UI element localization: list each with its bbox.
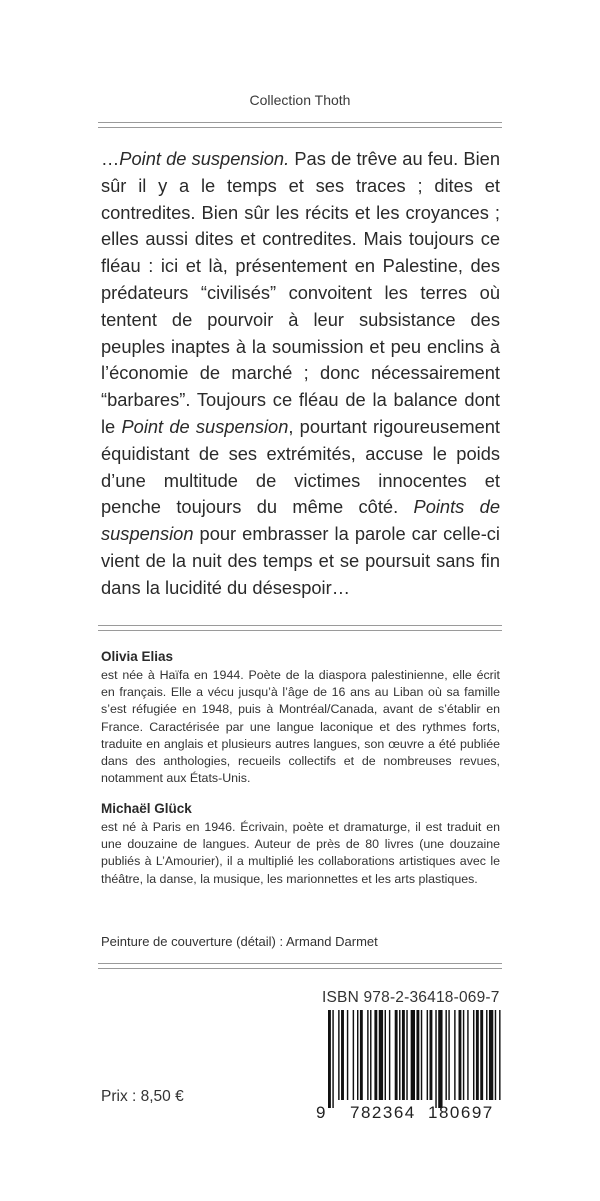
barcode-bar — [399, 1010, 400, 1100]
barcode-bar — [459, 1010, 462, 1100]
barcode-bar — [476, 1010, 479, 1100]
author-name: Michaël Glück — [101, 801, 192, 816]
barcode-bar — [489, 1010, 493, 1100]
text-segment: Pas de trêve au feu. Bien sûr il y a le temps et ses traces ; dites et contredites. Bien sûr les récits et les croyances ; elles aussi dites et contredites. Mais toujours ce fléau : ici et là, présentement en Palestine, des prédateurs “civilisés” convoitent les terres où tentent de pourvoir à leur subsistance des peuples inaptes à la soumission et peu enclins à l’économie de marché ; donc nécessairement “barbares”. Toujours ce fléau de la balance dont le — [101, 148, 500, 437]
cover-credit: Peinture de couverture (détail) : Armand Darmet — [101, 934, 378, 949]
barcode-group-1: 782364 — [350, 1103, 416, 1122]
barcode-bar — [473, 1010, 474, 1100]
barcode-bar — [416, 1010, 419, 1100]
barcode-bar — [338, 1010, 339, 1100]
barcode-first-digit: 9 — [316, 1103, 326, 1122]
barcode-bar — [353, 1010, 354, 1100]
author-bio-olivia-elias — [101, 649, 500, 787]
author-name: Olivia Elias — [101, 649, 174, 664]
barcode-group-2: 180697 — [428, 1103, 494, 1122]
barcode-bar — [448, 1010, 449, 1100]
barcode-bar — [379, 1010, 383, 1100]
barcode-bar — [374, 1010, 377, 1100]
barcode-bar — [427, 1010, 428, 1100]
barcode-bar — [495, 1010, 496, 1100]
barcode-bar — [421, 1010, 422, 1100]
barcode-bar — [402, 1010, 405, 1100]
barcode-bar — [389, 1010, 390, 1100]
text-emphasis: Point de suspension. — [119, 148, 290, 169]
back-cover-text — [101, 146, 500, 602]
barcode-bar — [454, 1010, 455, 1100]
barcode — [316, 1010, 506, 1122]
barcode-bar — [463, 1010, 464, 1100]
barcode-bar — [467, 1010, 468, 1100]
barcode-bar — [367, 1010, 368, 1100]
barcode-bar — [395, 1010, 398, 1100]
author-bio-text: est né à Paris en 1946. Écrivain, poète et dramaturge, il est traduit en une douzaine de langues. Auteur de près de 80 livres (une douzaine publiés à L’Amourier), il a multiplié les collaborations artistiques avec le théâtre, la danse, la musique, les marionnettes et les arts plastiques. — [101, 820, 500, 886]
barcode-bar — [435, 1010, 436, 1108]
barcode-bar — [499, 1010, 500, 1100]
barcode-bar — [430, 1010, 433, 1100]
barcode-bar — [406, 1010, 407, 1100]
top-divider — [98, 122, 502, 128]
author-bio-michael-gluck — [101, 801, 500, 888]
text-segment: pour embrasser la parole car celle-ci vient de la nuit des temps et se poursuit sans fin dans la lucidité du désespoir… — [101, 523, 500, 598]
barcode-bar — [438, 1010, 442, 1108]
barcode-bar — [445, 1010, 446, 1100]
middle-divider — [98, 625, 502, 631]
price: Prix : 8,50 € — [101, 1088, 184, 1105]
barcode-bar — [357, 1010, 358, 1100]
barcode-bar — [385, 1010, 386, 1100]
isbn-label: ISBN 978-2-36418-069-7 — [322, 989, 500, 1006]
barcode-bar — [480, 1010, 483, 1100]
text-segment: … — [101, 148, 120, 169]
collection-name: Collection Thoth — [249, 92, 351, 108]
barcode-bar — [360, 1010, 363, 1100]
text-segment: , pourtant rigoureusement équidistant de ses extrémités, accuse le poids d’une multitude de victimes innocentes et penche toujours du même côté. — [101, 415, 501, 518]
barcode-bar — [411, 1010, 415, 1100]
lower-divider — [98, 963, 502, 969]
barcode-bar — [332, 1010, 333, 1108]
barcode-bar — [328, 1010, 331, 1108]
barcode-bar — [370, 1010, 371, 1100]
text-emphasis: Points de suspension — [101, 496, 500, 545]
text-emphasis: Point de suspension — [121, 415, 289, 437]
barcode-bars — [328, 1010, 501, 1108]
barcode-bar — [347, 1010, 348, 1100]
barcode-bar — [486, 1010, 487, 1100]
barcode-bar — [341, 1010, 344, 1100]
author-bio-text: est née à Haïfa en 1944. Poète de la diaspora palestinienne, elle écrit en français. Elle a vécu jusqu’à l’âge de 16 ans au Liban où sa famille s’est réfugiée en 1948, puis à Montréal/Canada, avant de s’établir en France. Caractérisée par une langue laconique et des rythmes forts, traduite en anglais et plusieurs autres langues, son œuvre a été publiée dans des anthologies, recueils collectifs et de nombreuses revues, notamment aux États-Unis. — [101, 668, 500, 786]
